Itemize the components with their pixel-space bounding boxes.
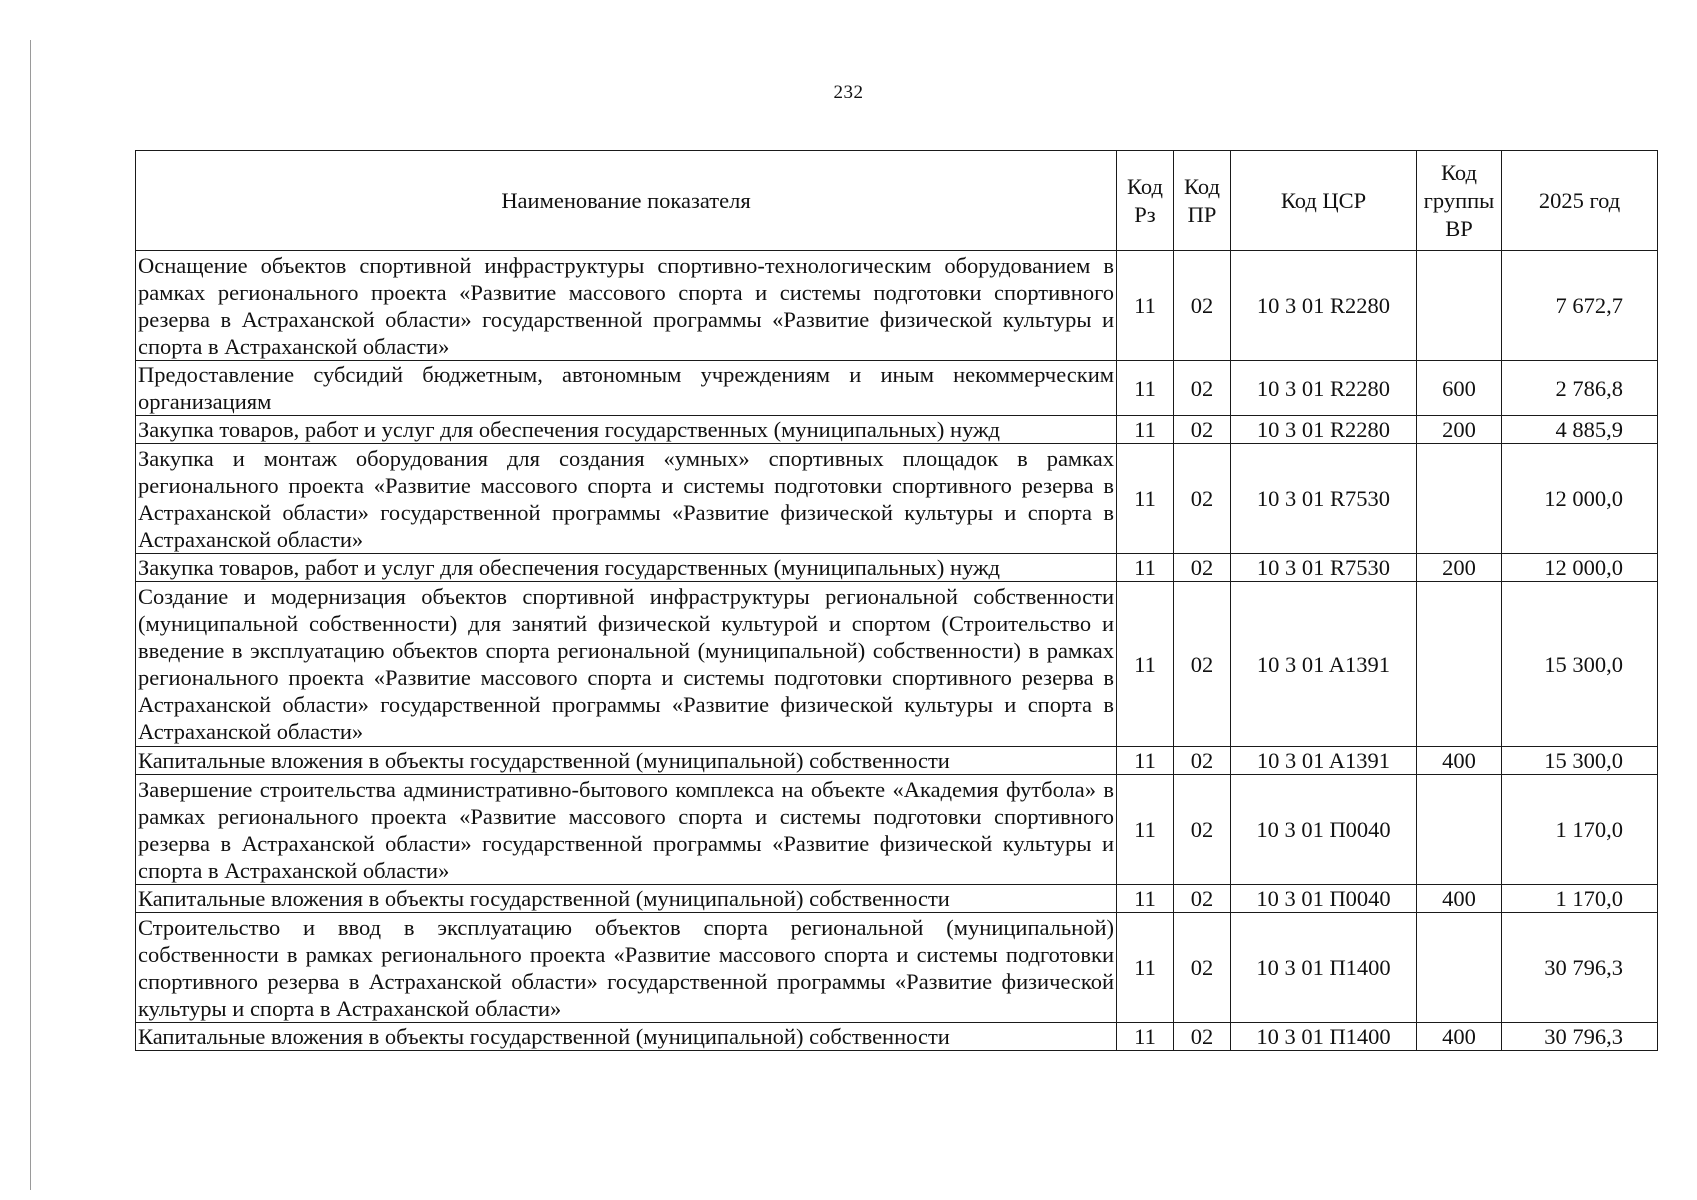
row-vr [1417,444,1502,554]
row-vr: 600 [1417,361,1502,416]
row-csr: 10 3 01 R2280 [1231,416,1417,444]
row-pr: 02 [1174,885,1231,913]
table-row [136,747,1658,775]
row-rz: 11 [1117,444,1174,554]
row-name: Оснащение объектов спортивной инфраструктуры спортивно-технологическим оборудованием в рамках регионального проекта «Развитие массового спорта и системы подготовки спортивного резерва в Астраханской области» государственной программы «Развитие физической культуры и спорта в Астраханской области» [136,251,1117,361]
row-name: Капитальные вложения в объекты государственной (муниципальной) собственности [136,885,1117,913]
header-year: 2025 год [1502,151,1658,251]
row-csr: 10 3 01 R2280 [1231,251,1417,361]
row-pr: 02 [1174,582,1231,747]
scan-edge-line [30,40,31,1190]
row-amount: 12 000,0 [1502,554,1658,582]
row-rz: 11 [1117,582,1174,747]
row-vr [1417,582,1502,747]
table-row [136,775,1658,885]
header-vr: Код группы ВР [1417,151,1502,251]
row-rz: 11 [1117,913,1174,1023]
table-row [136,251,1658,361]
row-name: Капитальные вложения в объекты государственной (муниципальной) собственности [136,747,1117,775]
row-rz: 11 [1117,775,1174,885]
row-csr: 10 3 01 A1391 [1231,747,1417,775]
table-row [136,582,1658,747]
table-row [136,361,1658,416]
table-row [136,1023,1658,1051]
row-amount: 1 170,0 [1502,885,1658,913]
table-header-row [136,151,1658,251]
row-name: Закупка товаров, работ и услуг для обеспечения государственных (муниципальных) нужд [136,554,1117,582]
header-rz: Код Рз [1117,151,1174,251]
row-vr [1417,251,1502,361]
row-amount: 2 786,8 [1502,361,1658,416]
row-amount: 15 300,0 [1502,582,1658,747]
header-csr: Код ЦСР [1231,151,1417,251]
table-row [136,554,1658,582]
table-row [136,913,1658,1023]
row-name: Закупка товаров, работ и услуг для обеспечения государственных (муниципальных) нужд [136,416,1117,444]
row-vr [1417,913,1502,1023]
row-name: Капитальные вложения в объекты государственной (муниципальной) собственности [136,1023,1117,1051]
row-amount: 30 796,3 [1502,1023,1658,1051]
header-pr: Код ПР [1174,151,1231,251]
row-name: Завершение строительства административно-бытового комплекса на объекте «Академия футбола» в рамках регионального проекта «Развитие массового спорта и системы подготовки спортивного резерва в Астраханской области» государственной программы «Развитие физической культуры и спорта в Астраханской области» [136,775,1117,885]
row-rz: 11 [1117,747,1174,775]
table-row [136,444,1658,554]
row-pr: 02 [1174,416,1231,444]
row-amount: 1 170,0 [1502,775,1658,885]
page-number: 232 [833,82,864,103]
row-pr: 02 [1174,775,1231,885]
row-vr: 200 [1417,554,1502,582]
row-csr: 10 3 01 R7530 [1231,554,1417,582]
row-rz: 11 [1117,1023,1174,1051]
row-csr: 10 3 01 П1400 [1231,913,1417,1023]
row-csr: 10 3 01 П1400 [1231,1023,1417,1051]
row-amount: 15 300,0 [1502,747,1658,775]
row-vr: 400 [1417,885,1502,913]
row-name: Создание и модернизация объектов спортивной инфраструктуры региональной собственности (муниципальной собственности) для занятий физической культурой и спортом (Строительство и введение в эксплуатацию объектов спорта региональной (муниципальной) собственности) в рамках регионального проекта «Развитие массового спорта и системы подготовки спортивного резерва в Астраханской области» государственной программы «Развитие физической культуры и спорта в Астраханской области» [136,582,1117,747]
row-csr: 10 3 01 П0040 [1231,885,1417,913]
row-vr: 400 [1417,747,1502,775]
row-amount: 12 000,0 [1502,444,1658,554]
row-amount: 30 796,3 [1502,913,1658,1023]
row-csr: 10 3 01 R2280 [1231,361,1417,416]
budget-table [135,150,1658,1051]
row-pr: 02 [1174,361,1231,416]
row-vr [1417,775,1502,885]
row-pr: 02 [1174,1023,1231,1051]
row-vr: 200 [1417,416,1502,444]
row-csr: 10 3 01 П0040 [1231,775,1417,885]
table-row [136,885,1658,913]
row-rz: 11 [1117,416,1174,444]
row-csr: 10 3 01 R7530 [1231,444,1417,554]
row-vr: 400 [1417,1023,1502,1051]
row-rz: 11 [1117,885,1174,913]
row-pr: 02 [1174,554,1231,582]
row-rz: 11 [1117,361,1174,416]
row-name: Строительство и ввод в эксплуатацию объектов спорта региональной (муниципальной) собственности в рамках регионального проекта «Развитие массового спорта и системы подготовки спортивного резерва в Астраханской области» государственной программы «Развитие физической культуры и спорта в Астраханской области» [136,913,1117,1023]
row-pr: 02 [1174,913,1231,1023]
table-row [136,416,1658,444]
row-amount: 7 672,7 [1502,251,1658,361]
header-name: Наименование показателя [136,151,1117,251]
row-pr: 02 [1174,444,1231,554]
row-pr: 02 [1174,747,1231,775]
row-amount: 4 885,9 [1502,416,1658,444]
row-name: Закупка и монтаж оборудования для создания «умных» спортивных площадок в рамках регионального проекта «Развитие массового спорта и системы подготовки спортивного резерва в Астраханской области» государственной программы «Развитие физической культуры и спорта в Астраханской области» [136,444,1117,554]
row-pr: 02 [1174,251,1231,361]
row-rz: 11 [1117,251,1174,361]
row-name: Предоставление субсидий бюджетным, автономным учреждениям и иным некоммерческим организациям [136,361,1117,416]
row-csr: 10 3 01 A1391 [1231,582,1417,747]
row-rz: 11 [1117,554,1174,582]
